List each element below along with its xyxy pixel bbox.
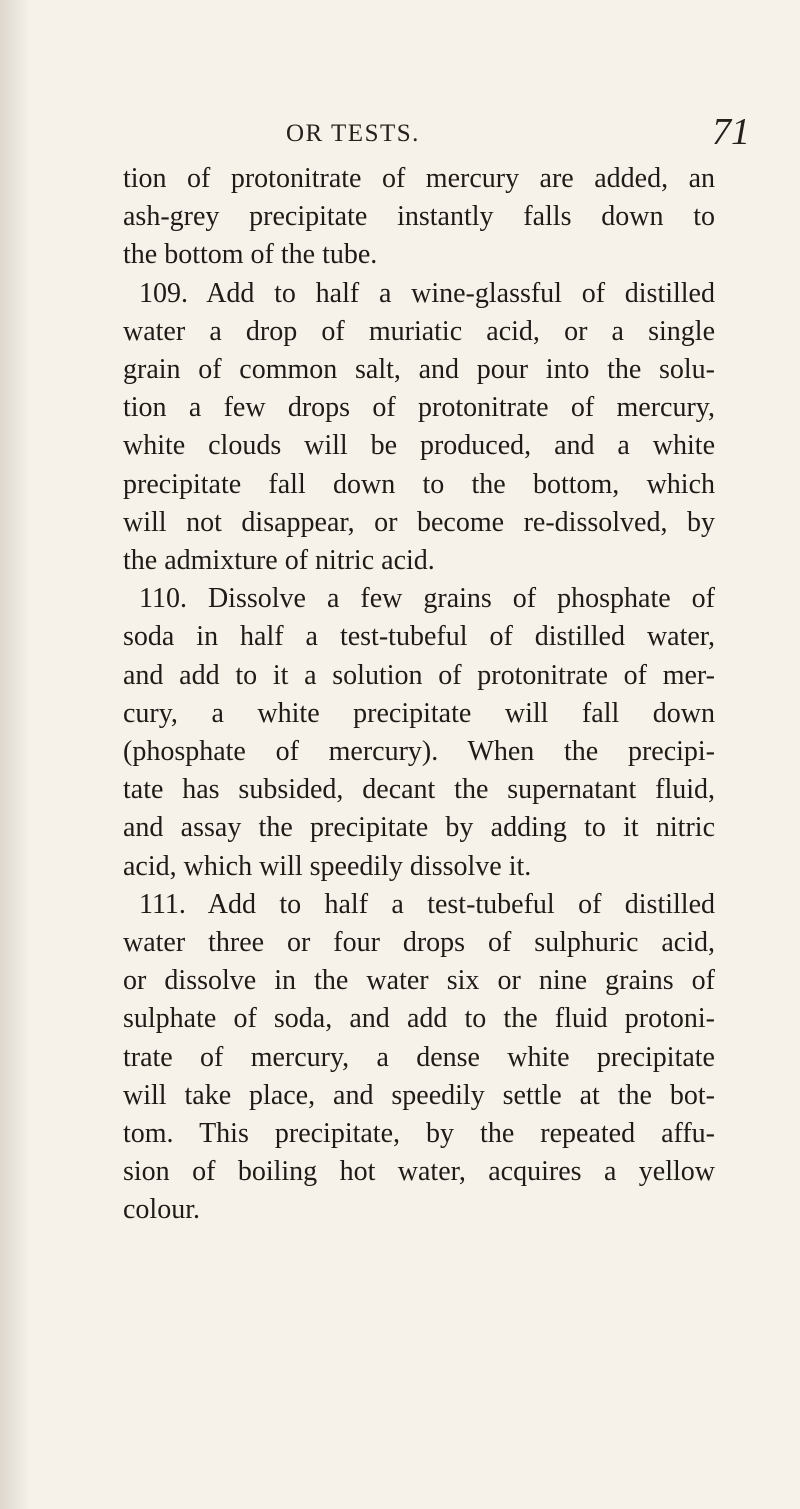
text-line: (phosphate of mercury). When the precipi- bbox=[123, 736, 715, 768]
text-line: acid, which will speedily dissolve it. bbox=[123, 850, 532, 882]
text-line: white clouds will be produced, and a white bbox=[123, 430, 715, 462]
page-header bbox=[0, 111, 800, 158]
paragraph-111-start: 111. Add to half a test-tubeful of distilled bbox=[139, 888, 715, 920]
text-line: colour. bbox=[123, 1194, 200, 1226]
text-line: tion of protonitrate of mercury are added, an bbox=[123, 163, 715, 194]
text-line: the admixture of nitric acid. bbox=[123, 545, 435, 577]
text-line: water a drop of muriatic acid, or a single bbox=[123, 315, 715, 347]
text-line: water three or four drops of sulphuric acid, bbox=[123, 927, 715, 959]
page-gutter-shadow bbox=[0, 0, 28, 1509]
text-line: will take place, and speedily settle at the bot- bbox=[123, 1079, 715, 1111]
paragraph-110-start: 110. Dissolve a few grains of phosphate of bbox=[139, 583, 715, 615]
text-line: the bottom of the tube. bbox=[123, 239, 378, 271]
text-line: tion a few drops of protonitrate of mercury, bbox=[123, 392, 715, 424]
text-line: trate of mercury, a dense white precipitate bbox=[123, 1041, 715, 1073]
text-line: or dissolve in the water six or nine grains of bbox=[123, 965, 715, 997]
text-line: grain of common salt, and pour into the solu- bbox=[123, 354, 715, 386]
text-line: soda in half a test-tubeful of distilled water, bbox=[123, 621, 715, 653]
text-line: precipitate fall down to the bottom, which bbox=[123, 468, 715, 500]
page-number: 71 bbox=[712, 111, 750, 153]
text-line: sion of boiling hot water, acquires a yellow bbox=[123, 1156, 715, 1188]
text-line: tate has subsided, decant the supernatant fluid, bbox=[123, 774, 715, 806]
text-line: ash-grey precipitate instantly falls down to bbox=[123, 201, 715, 233]
text-line: and assay the precipitate by adding to it nitric bbox=[123, 812, 715, 844]
text-line: sulphate of soda, and add to the fluid protoni- bbox=[123, 1003, 715, 1035]
text-line: and add to it a solution of protonitrate of mer- bbox=[123, 659, 715, 691]
text-line: cury, a white precipitate will fall down bbox=[123, 697, 715, 729]
text-line: tom. This precipitate, by the repeated affu- bbox=[123, 1118, 715, 1150]
text-line: will not disappear, or become re-dissolved, by bbox=[123, 506, 715, 538]
page-body bbox=[123, 160, 715, 1230]
running-title: OR TESTS. bbox=[286, 120, 420, 147]
paragraph-109-start: 109. Add to half a wine-glassful of distilled bbox=[139, 277, 715, 309]
